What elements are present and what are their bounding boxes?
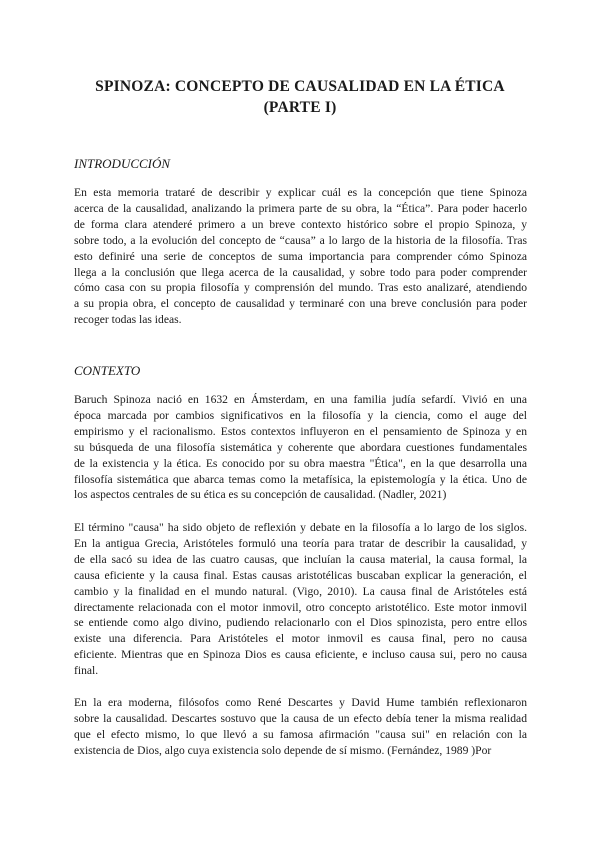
text-line: cambio y la finalidad en el mundo natural. (Vigo, 2010). La causa final de Aristóteles está bbox=[74, 584, 527, 598]
text-line: época marcada por cambios significativos en la filosofía y la ciencia, como el auge del bbox=[74, 408, 527, 422]
text-line: los aspectos centrales de su ética es su concepción de causalidad. (Nadler, 2021) bbox=[74, 488, 447, 502]
text-line: se entiende como algo divino, pudiendo relacionarlo con el Dios spinozista, pero entre ellos bbox=[74, 616, 527, 630]
text-line: de ella sacó su idea de las cuatro causas, que incluían la causa material, la causa formal, la bbox=[74, 552, 527, 566]
text-line: final. bbox=[74, 664, 99, 678]
title-line-1: SPINOZA: CONCEPTO DE CAUSALIDAD EN LA ÉTICA bbox=[95, 78, 505, 95]
section-heading-contexto: CONTEXTO bbox=[74, 363, 141, 378]
text-line: existe una diferencia. Para Aristóteles el motor inmovil es causa final, pero no causa bbox=[74, 632, 527, 646]
text-line: Baruch Spinoza nació en 1632 en Ámsterdam, en una familia judía sefardí. Vivió en una bbox=[74, 393, 527, 406]
paragraph-contexto-2 bbox=[74, 520, 527, 679]
paragraph-introduccion bbox=[74, 185, 527, 328]
text-line: eficiente. Mientras que en Spinoza Dios es causa eficiente, e incluso causa sui, pero no causa bbox=[74, 648, 527, 662]
text-line: esto definiré una serie de conceptos de suma importancia para comprender cómo Spinoza bbox=[74, 249, 527, 263]
text-line: acerca de la causalidad, analizando la primera parte de su obra, la “Ética”. Para poder hacerlo bbox=[74, 201, 527, 215]
text-line: su búsqueda de una filosofía sistemática y coherente que abordara cuestiones fundamentales bbox=[74, 440, 527, 454]
title-line-2: (PARTE I) bbox=[263, 99, 337, 116]
text-line: empirismo y el racionalismo. Estos contextos influyeron en el pensamiento de Spinoza y en bbox=[74, 424, 527, 438]
text-line: existencia de Dios, algo cuya existencia solo depende de sí mismo. (Fernández, 1989 )Por bbox=[74, 743, 492, 757]
text-line: En esta memoria trataré de describir y explicar cuál es la concepción que tiene Spinoza bbox=[74, 186, 527, 199]
text-line: En la era moderna, filósofos como René Descartes y David Hume también reflexionaron bbox=[74, 696, 527, 709]
text-line: cómo casa con su propia filosofía y comprensión del mundo. Tras esto analizaré, atendiendo bbox=[74, 281, 527, 295]
text-line: a su propia obra, el concepto de causalidad y terminaré con una breve conclusión para poder bbox=[74, 297, 527, 311]
paragraph-contexto-3 bbox=[74, 695, 527, 759]
document-title bbox=[60, 76, 540, 118]
text-line: de forma clara atenderé primero a un breve contexto histórico sobre el propio Spinoza, y bbox=[74, 217, 527, 231]
paragraph-contexto-1 bbox=[74, 392, 527, 503]
text-line: causa eficiente y la causa final. Estas causas aristotélicas buscaban explicar la generación, el bbox=[74, 568, 527, 582]
section-heading-introduccion: INTRODUCCIÓN bbox=[74, 156, 171, 171]
text-line: sobre la causalidad. Descartes sostuvo que la causa de un efecto debía tener la misma realidad bbox=[74, 711, 527, 725]
text-line: El término "causa" ha sido objeto de reflexión y debate en la filosofía a lo largo de los siglos. bbox=[74, 521, 527, 534]
text-line: recoger todas las ideas. bbox=[74, 313, 182, 327]
text-line: sobre todo, a la evolución del concepto de “causa” a lo largo de la historia de la filosofía. Tras bbox=[74, 233, 527, 247]
text-line: de la existencia y la ética. Es conocido por su obra maestra "Ética", en la que desarrolla una bbox=[74, 456, 527, 470]
text-line: filosofía sistemática que abarca temas como la metafísica, la epistemología y la ética. Uno de bbox=[74, 472, 527, 486]
text-line: llega a la conclusión que llega acerca de la causalidad, y sobre todo para poder comprender bbox=[74, 265, 527, 279]
text-line: En la antigua Grecia, Aristóteles formuló una teoría para tratar de describir la causalidad, y bbox=[74, 536, 527, 550]
text-line: que el efecto mismo, lo que llevó a su famosa afirmación "causa sui" en relación con la bbox=[74, 727, 527, 741]
text-line: directamente relacionada con el motor inmovil, otro concepto aristotélico. Este motor inmovil bbox=[74, 600, 527, 614]
